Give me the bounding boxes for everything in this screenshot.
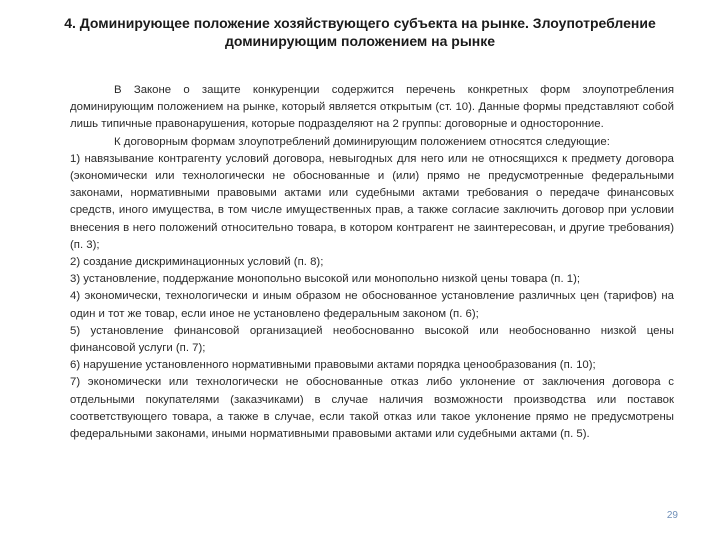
list-item: 2) создание дискриминационных условий (п. 8);: [70, 256, 324, 269]
list-item: 3) установление, поддержание монопольно высокой или монопольно низкой цены товара (п. 1);: [70, 273, 581, 286]
intro-paragraph: В Законе о защите конкуренции содержится перечень конкретных форм злоупотребления доминирующим положением на рынке, который является открытым (ст. 10). Данные формы представляют собой лишь типичные правонарушения, которые подразделяют на 2 группы: договорные и односторонние.: [70, 84, 674, 131]
slide-title-line-1: 4. Доминирующее положение хозяйствующего субъекта на рынке. Злоупотребление: [64, 15, 656, 31]
page-number: 29: [666, 510, 678, 521]
list-item: 6) нарушение установленного нормативными правовыми актами порядка ценообразования (п. 10);: [70, 359, 596, 372]
lead-paragraph: К договорным формам злоупотреблений доминирующим положением относятся следующие:: [114, 135, 610, 148]
list-item: 1) навязывание контрагенту условий договора, невыгодных для него или не относящихся к предмету договора (экономически или технологически не обоснованные и (или) прямо не предусмотренные федеральными законами, нормативными правовыми актами или судебными актами требования о передаче финансовых средств, иного имущества, в том числе имущественных прав, а также согласие заключить договор при условии внесения в него положений относительно товара, в котором контрагент не заинтересован, и другие требования) (п. 3);: [70, 152, 674, 251]
list-item: 5) установление финансовой организацией необоснованно высокой или необоснованно низкой цены финансовой услуги (п. 7);: [70, 324, 674, 355]
list-item: 7) экономически или технологически не обоснованные отказ либо уклонение от заключения договора с отдельными покупателями (заказчиками) в случае наличия возможности производства или поставок соответствующего товара, а также в случае, если такой отказ или такое уклонение прямо не предусмотрены федеральными законами, иными нормативными правовыми актами или судебными актами (п. 5).: [70, 376, 674, 441]
slide-title-line-2: доминирующим положением на рынке: [224, 33, 496, 49]
slide-title: [50, 14, 670, 50]
slide-body: [70, 82, 674, 443]
list-item: 4) экономически, технологически и иным образом не обоснованное установление различных цен (тарифов) на один и тот же товар, если иное не установлено федеральным законом (п. 6);: [70, 290, 674, 320]
